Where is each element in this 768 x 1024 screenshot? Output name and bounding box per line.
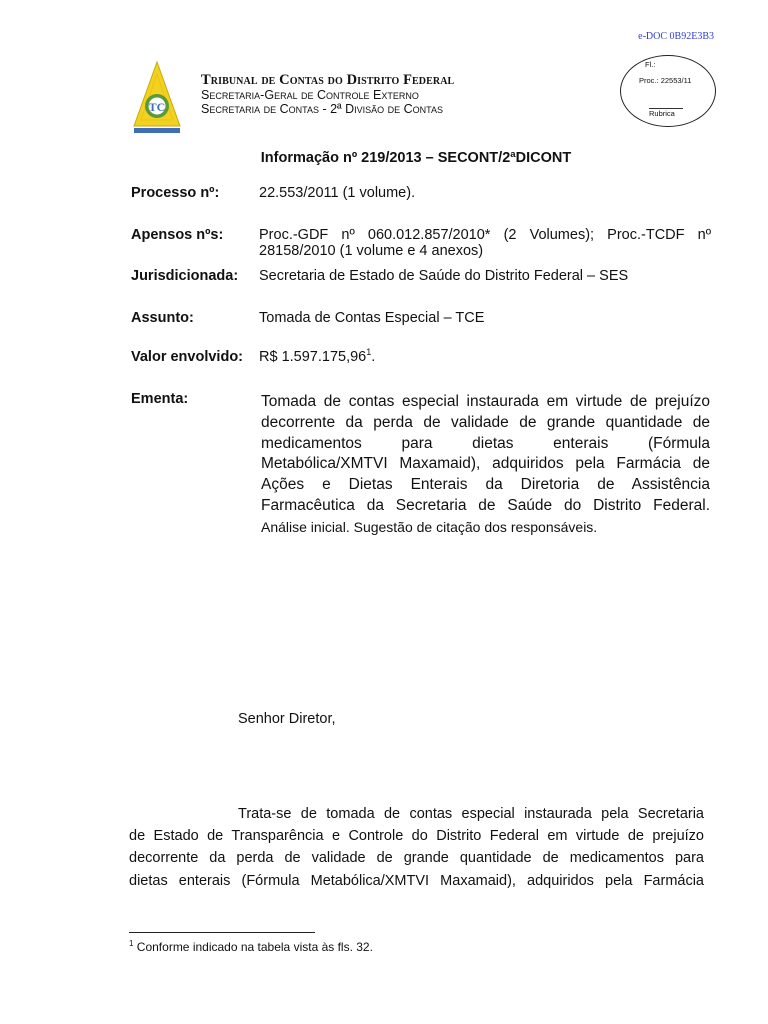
ementa-line: medicamentos para dietas enterais (Fórmula — [261, 434, 710, 452]
stamp-proc-value: 22553/11 — [660, 76, 692, 85]
valor-value-line — [259, 349, 375, 365]
paragraph-line — [129, 803, 704, 825]
stamp-rubrica-label: Rubrica — [649, 109, 675, 118]
paragraph-line: de Estado de Transparência e Controle do Distrito Federal em virtude de prejuízo — [129, 828, 704, 845]
paragraph-line-text: Trata-se de tomada de contas especial instaurada pela Secretaria — [238, 806, 704, 822]
ementa-line: Tomada de contas especial instaurada em virtude de prejuízo — [261, 393, 710, 410]
assunto-label: Assunto: — [131, 310, 194, 326]
processo-label: Processo nº: — [131, 185, 220, 201]
salutation: Senhor Diretor, — [238, 711, 336, 727]
assunto-value: Tomada de Contas Especial – TCE — [259, 310, 485, 326]
footnote-text: Conforme indicado na tabela vista às fls. 32. — [136, 940, 373, 954]
ementa-text — [261, 392, 710, 536]
apensos-value: Proc.-GDF nº 060.012.857/2010* (2 Volumes); Proc.-TCDF nº 28158/2010 (1 volume e 4 anexos) — [259, 227, 711, 260]
footnote — [129, 940, 373, 954]
apensos-label: Apensos nºs: — [131, 227, 224, 243]
valor-suffix: . — [371, 349, 376, 365]
stamp-proc — [639, 76, 691, 85]
document-title: Informação nº 219/2013 – SECONT/2ªDICONT — [260, 150, 572, 166]
valor-label: Valor envolvido: — [131, 349, 243, 365]
ementa-line: Farmacêutica da Secretaria de Saúde do Distrito Federal. — [261, 496, 710, 514]
tcdf-logo — [130, 60, 184, 136]
body-paragraph — [129, 803, 704, 892]
jurisdicionada-value: Secretaria de Estado de Saúde do Distrito Federal – SES — [259, 268, 629, 284]
jurisdicionada-label: Jurisdicionada: — [131, 268, 239, 284]
valor-footnote-mark: 1 — [366, 347, 372, 358]
footnote-separator — [129, 932, 315, 933]
org-name: Tribunal de Contas do Distrito Federal — [201, 72, 455, 88]
logo-letters: TC — [148, 100, 166, 114]
ementa-label: Ementa: — [131, 391, 189, 407]
ementa-conclusion: Análise inicial. Sugestão de citação dos responsáveis. — [261, 518, 598, 535]
org-department: Secretaria-Geral de Controle Externo — [201, 88, 419, 103]
footnote-mark: 1 — [129, 939, 134, 948]
valor-value: R$ 1.597.175,96 — [259, 349, 367, 365]
org-division: Secretaria de Contas - 2ª Divisão de Contas — [201, 102, 443, 117]
ementa-line: Metabólica/XMTVI Maxamaid), adquiridos pela Farmácia de — [261, 455, 710, 473]
ementa-line: decorrente da perda de validade de grande quantidade de — [261, 413, 710, 431]
paragraph-line: decorrente da perda de validade de grande quantidade de medicamentos para — [129, 850, 704, 867]
edoc-code: e-DOC 0B92E3B3 — [638, 31, 714, 42]
stamp-proc-label: Proc.: — [639, 76, 659, 85]
processo-value: 22.553/2011 (1 volume). — [259, 185, 416, 201]
stamp-fl-label: Fl.: — [645, 60, 656, 69]
organization-header — [201, 72, 454, 116]
protocol-stamp — [620, 55, 716, 127]
ementa-line: Ações e Dietas Enterais da Diretoria de Assistência — [261, 476, 710, 494]
paragraph-line: dietas enterais (Fórmula Metabólica/XMTVI Maxamaid), adquiridos pela Farmácia — [129, 872, 704, 889]
